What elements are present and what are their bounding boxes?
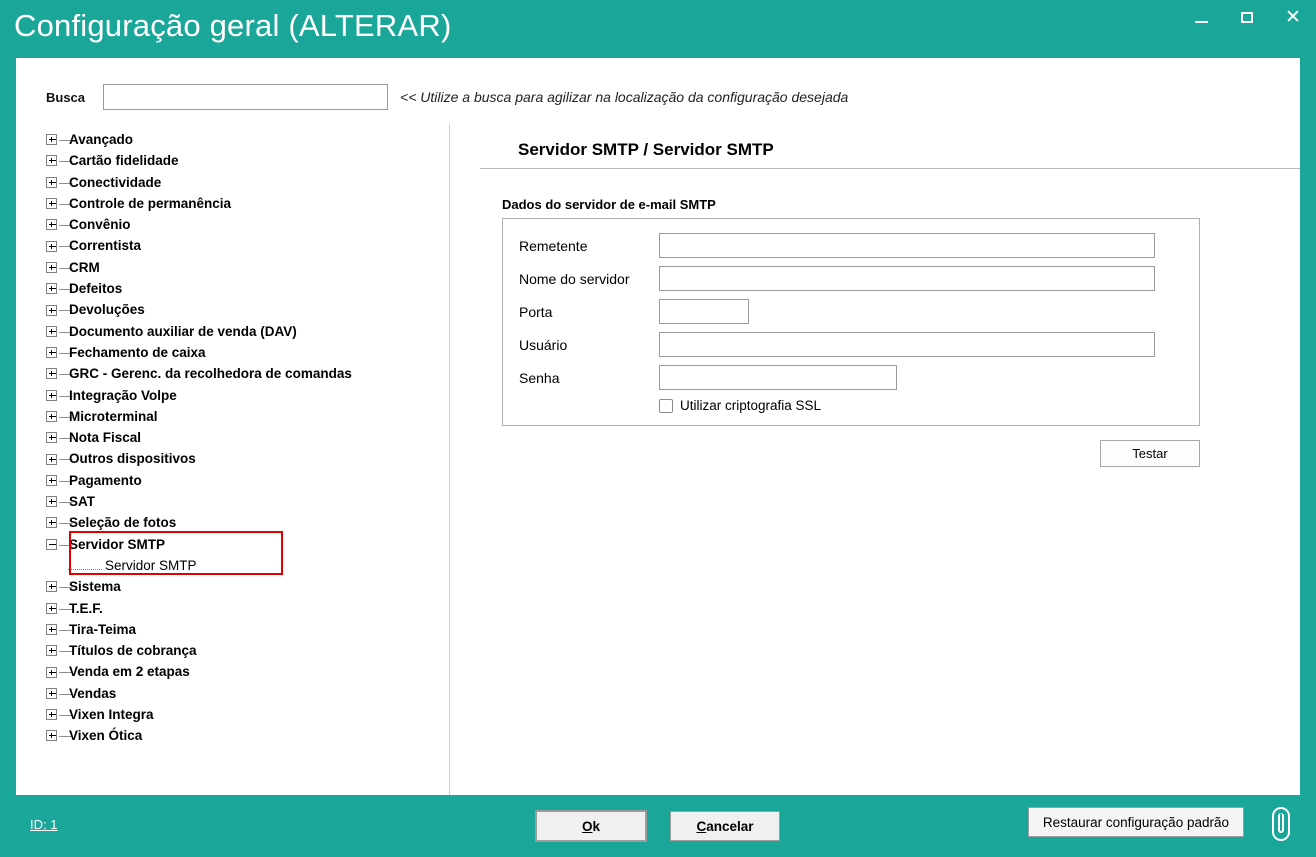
tree-connector: –– [59, 323, 72, 339]
field-input[interactable] [659, 332, 1155, 357]
search-input[interactable] [103, 84, 388, 110]
expand-icon[interactable] [46, 305, 57, 316]
tree-connector: –– [59, 472, 72, 488]
tree-item[interactable] [46, 363, 431, 384]
expand-icon[interactable] [46, 368, 57, 379]
tree-item[interactable] [46, 129, 431, 150]
expand-icon[interactable] [46, 155, 57, 166]
expand-icon[interactable] [46, 603, 57, 614]
config-tree[interactable] [46, 129, 431, 747]
maximize-button[interactable] [1224, 0, 1270, 34]
tree-item[interactable] [46, 640, 431, 661]
tree-item-label: Cartão fidelidade [69, 153, 179, 169]
expand-icon[interactable] [46, 730, 57, 741]
expand-icon[interactable] [46, 709, 57, 720]
tree-item[interactable] [46, 278, 431, 299]
ssl-checkbox[interactable] [659, 399, 673, 413]
window-controls [1178, 0, 1316, 34]
tree-item-label: Sistema [69, 579, 121, 595]
search-hint: << Utilize a busca para agilizar na localização da configuração desejada [400, 89, 849, 105]
ok-button-rest: k [592, 818, 601, 834]
tree-connector: –– [59, 728, 72, 744]
tree-connector: –– [59, 366, 72, 382]
detail-title: Servidor SMTP / Servidor SMTP [518, 140, 774, 159]
field-input[interactable] [659, 365, 897, 390]
maximize-icon [1241, 12, 1253, 23]
expand-icon[interactable] [46, 241, 57, 252]
tree-item[interactable] [46, 193, 431, 214]
tree-item[interactable] [46, 427, 431, 448]
expand-icon[interactable] [46, 262, 57, 273]
expand-icon[interactable] [46, 219, 57, 230]
paperclip-icon[interactable] [1268, 805, 1294, 843]
test-button[interactable]: Testar [1100, 440, 1200, 467]
collapse-icon[interactable] [46, 539, 57, 550]
tree-connector: –– [59, 302, 72, 318]
tree-connector: –– [59, 707, 72, 723]
tree-item-label: Títulos de cobrança [69, 643, 197, 659]
tree-item-label: GRC - Gerenc. da recolhedora de comandas [69, 366, 352, 382]
tree-connector [68, 561, 102, 570]
tree-item[interactable] [46, 385, 431, 406]
tree-connector: –– [59, 344, 72, 360]
tree-connector: –– [59, 408, 72, 424]
tree-item[interactable] [46, 448, 431, 469]
tree-connector: –– [59, 132, 72, 147]
expand-icon[interactable] [46, 432, 57, 443]
expand-icon[interactable] [46, 177, 57, 188]
group-caption: Dados do servidor de e-mail SMTP [502, 197, 716, 212]
expand-icon[interactable] [46, 283, 57, 294]
tree-item-label: Vendas [69, 685, 117, 701]
tree-connector: –– [59, 621, 72, 637]
tree-item-label: Venda em 2 etapas [69, 664, 190, 680]
field-label: Usuário [519, 336, 568, 353]
minimize-button[interactable] [1178, 0, 1224, 34]
search-label: Busca [46, 89, 86, 105]
tree-connector: –– [59, 281, 72, 297]
expand-icon[interactable] [46, 688, 57, 699]
tree-item-label: Correntista [69, 238, 142, 254]
field-list [519, 233, 1183, 390]
tree-item-label: Conectividade [69, 174, 162, 190]
tree-item-label: Vixen Ótica [69, 728, 143, 744]
expand-icon[interactable] [46, 390, 57, 401]
record-id-link[interactable]: ID: 1 [30, 817, 58, 832]
tree-item[interactable] [46, 576, 431, 597]
tree-item-label: Fechamento de caixa [69, 344, 206, 360]
tree-connector: –– [59, 600, 72, 616]
tree-item[interactable] [46, 470, 431, 491]
tree-item-label: Integração Volpe [69, 387, 177, 403]
expand-icon[interactable] [46, 411, 57, 422]
tree-item-label: Defeitos [69, 281, 123, 297]
tree-item[interactable] [46, 257, 431, 278]
footer-bar [0, 795, 1316, 857]
expand-icon[interactable] [46, 667, 57, 678]
tree-item-label: Vixen Integra [69, 707, 154, 723]
tree-item-label: Servidor SMTP [105, 557, 197, 573]
test-button-row [480, 440, 1200, 467]
tree-item-label: Devoluções [69, 302, 145, 318]
ok-button[interactable]: Ok [536, 811, 646, 841]
tree-item[interactable] [46, 299, 431, 320]
title-bar [0, 0, 1316, 58]
tree-item-label: Nota Fiscal [69, 430, 142, 446]
expand-icon[interactable] [46, 347, 57, 358]
field-row [519, 365, 1183, 390]
expand-icon[interactable] [46, 475, 57, 486]
tree-item-label: Convênio [69, 217, 131, 233]
tree-item[interactable] [46, 683, 431, 704]
dialog-body [16, 58, 1300, 795]
tree-item-label: Microterminal [69, 408, 158, 424]
smtp-fieldset [502, 218, 1200, 426]
tree-connector: –– [59, 259, 72, 275]
expand-icon[interactable] [46, 581, 57, 592]
expand-icon[interactable] [46, 624, 57, 635]
tree-item-label: CRM [69, 259, 100, 275]
tree-item[interactable] [46, 619, 431, 640]
tree-item-label: Tira-Teima [69, 621, 137, 637]
tree-connector: –– [59, 579, 72, 595]
tree-connector: –– [59, 153, 72, 169]
tree-item[interactable] [46, 512, 431, 533]
tree-connector: –– [59, 515, 72, 531]
config-tree-panel [46, 124, 431, 795]
expand-icon[interactable] [46, 454, 57, 465]
tree-item[interactable] [46, 342, 431, 363]
tree-item-label: Seleção de fotos [69, 515, 177, 531]
tree-connector: –– [59, 536, 72, 552]
expand-icon[interactable] [46, 326, 57, 337]
tree-item[interactable] [46, 491, 431, 512]
field-label: Remetente [519, 237, 588, 254]
field-label: Senha [519, 369, 560, 386]
expand-icon[interactable] [46, 645, 57, 656]
tree-connector: –– [59, 451, 72, 467]
window-title: Configuração geral (ALTERAR) [14, 8, 452, 43]
expand-icon[interactable] [46, 198, 57, 209]
tree-item-label: T.E.F. [69, 600, 103, 616]
expand-icon[interactable] [46, 496, 57, 507]
field-row [519, 266, 1183, 291]
tree-item[interactable] [46, 172, 431, 193]
ssl-checkbox-label: Utilizar criptografia SSL [680, 398, 822, 413]
field-input[interactable] [659, 266, 1155, 291]
expand-icon[interactable] [46, 517, 57, 528]
tree-item-label: SAT [69, 494, 95, 510]
field-row [519, 332, 1183, 357]
minimize-icon [1195, 21, 1208, 23]
tree-connector: –– [59, 195, 72, 211]
tree-connector: –– [59, 217, 72, 233]
field-label: Porta [519, 303, 553, 320]
field-label: Nome do servidor [519, 270, 630, 287]
tree-item[interactable] [46, 406, 431, 427]
tree-item[interactable] [46, 214, 431, 235]
tree-item-label: Outros dispositivos [69, 451, 196, 467]
tree-item-label: Controle de permanência [69, 195, 232, 211]
cancel-button-rest: ancelar [706, 818, 754, 834]
field-input[interactable] [659, 299, 749, 324]
tree-connector: –– [59, 643, 72, 659]
cancel-button[interactable]: Cancelar [670, 811, 780, 841]
tree-item[interactable] [46, 321, 431, 342]
tree-connector: –– [59, 430, 72, 446]
tree-item-label: Pagamento [69, 472, 142, 488]
tree-connector: –– [59, 664, 72, 680]
tree-item[interactable] [46, 534, 431, 555]
tree-connector: –– [59, 494, 72, 510]
search-row [16, 58, 1300, 124]
tree-item[interactable] [46, 598, 431, 619]
tree-item[interactable] [46, 555, 431, 576]
tree-connector: –– [59, 238, 72, 254]
field-row [519, 233, 1183, 258]
tree-item-label: Documento auxiliar de venda (DAV) [69, 323, 297, 339]
expand-icon[interactable] [46, 134, 57, 145]
field-input[interactable] [659, 233, 1155, 258]
tree-item[interactable] [46, 150, 431, 171]
ssl-checkbox-row[interactable] [519, 398, 1183, 413]
tree-item-label: Avançado [69, 132, 134, 147]
tree-item[interactable] [46, 235, 431, 256]
restore-defaults-button[interactable]: Restaurar configuração padrão [1028, 807, 1244, 837]
tree-item[interactable] [46, 704, 431, 725]
tree-connector: –– [59, 174, 72, 190]
tree-connector: –– [59, 387, 72, 403]
tree-connector: –– [59, 685, 72, 701]
content-area [16, 124, 1300, 795]
field-row [519, 299, 1183, 324]
tree-item[interactable] [46, 725, 431, 746]
detail-panel [450, 124, 1300, 795]
title-divider [480, 168, 1300, 169]
close-button[interactable]: ✕ [1270, 0, 1316, 34]
tree-item-label: Servidor SMTP [69, 536, 166, 552]
tree-item[interactable] [46, 661, 431, 682]
